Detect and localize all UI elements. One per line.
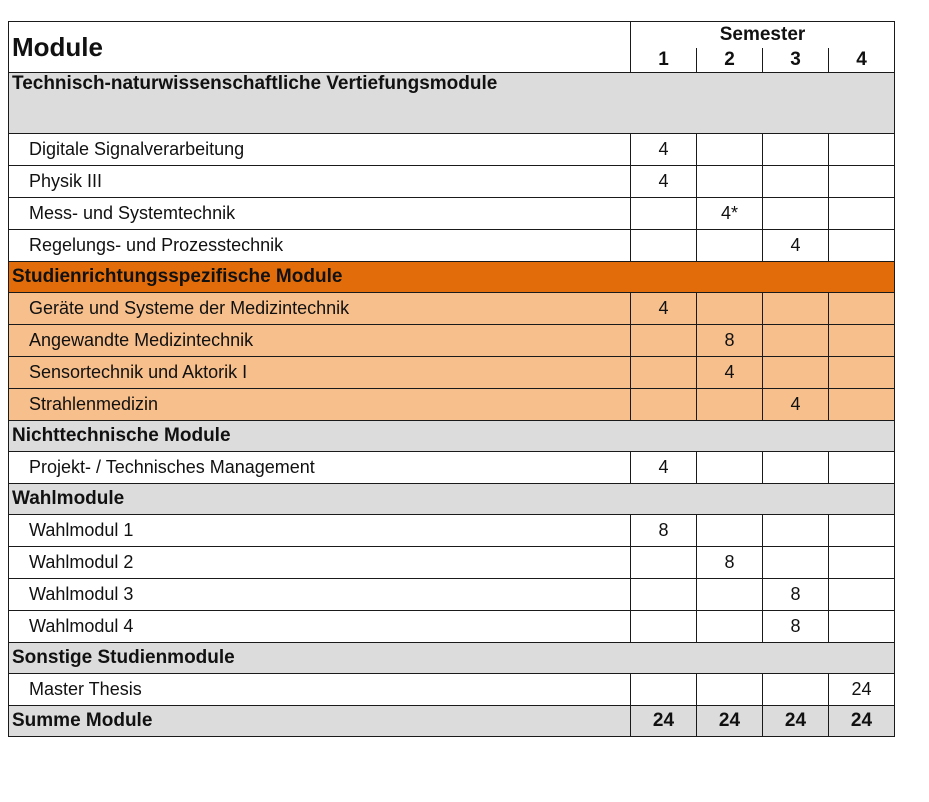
table-row bbox=[9, 230, 895, 262]
table-row bbox=[9, 389, 895, 421]
semester-3-value bbox=[763, 198, 829, 230]
semester-2-value bbox=[697, 293, 763, 325]
semester-4-value bbox=[829, 134, 895, 166]
semester-1-value bbox=[631, 357, 697, 389]
semester-3-value bbox=[763, 166, 829, 198]
module-name: Sensortechnik und Aktorik I bbox=[9, 357, 631, 389]
summary-row bbox=[9, 706, 895, 737]
summary-label: Summe Module bbox=[9, 706, 631, 737]
summary-semester-3: 24 bbox=[763, 706, 829, 737]
semester-1-value: 4 bbox=[631, 134, 697, 166]
section-title: Technisch-naturwissenschaftliche Vertiefungsmodule bbox=[9, 73, 895, 134]
module-name: Wahlmodul 1 bbox=[9, 515, 631, 547]
semester-4-value bbox=[829, 515, 895, 547]
table-row bbox=[9, 198, 895, 230]
semester-2-value bbox=[697, 674, 763, 706]
module-name: Wahlmodul 4 bbox=[9, 611, 631, 643]
semester-2-value bbox=[697, 230, 763, 262]
semester-1-value bbox=[631, 230, 697, 262]
table-row bbox=[9, 325, 895, 357]
module-name: Physik III bbox=[9, 166, 631, 198]
module-name: Mess- und Systemtechnik bbox=[9, 198, 631, 230]
summary-semester-4: 24 bbox=[829, 706, 895, 737]
semester-2-value: 8 bbox=[697, 547, 763, 579]
table-row bbox=[9, 166, 895, 198]
section-title: Sonstige Studienmodule bbox=[9, 643, 895, 674]
module-name: Digitale Signalverarbeitung bbox=[9, 134, 631, 166]
table-row bbox=[9, 293, 895, 325]
section-title: Studienrichtungsspezifische Module bbox=[9, 262, 895, 293]
table-row bbox=[9, 452, 895, 484]
table-row bbox=[9, 547, 895, 579]
semester-3-value bbox=[763, 515, 829, 547]
table-row bbox=[9, 579, 895, 611]
semester-4-value bbox=[829, 389, 895, 421]
semester-3-value: 8 bbox=[763, 611, 829, 643]
semester-4-value bbox=[829, 198, 895, 230]
section-title: Wahlmodule bbox=[9, 484, 895, 515]
table-row bbox=[9, 134, 895, 166]
module-table bbox=[8, 21, 895, 737]
semester-4-value bbox=[829, 357, 895, 389]
semester-1-header: 1 bbox=[631, 48, 697, 73]
semester-2-value bbox=[697, 579, 763, 611]
semester-4-header: 4 bbox=[829, 48, 895, 73]
table-row bbox=[9, 357, 895, 389]
semester-1-value bbox=[631, 389, 697, 421]
semester-1-value bbox=[631, 198, 697, 230]
semester-4-value bbox=[829, 547, 895, 579]
semester-2-value: 4* bbox=[697, 198, 763, 230]
table-row bbox=[9, 674, 895, 706]
module-column-header: Module bbox=[9, 22, 631, 73]
semester-2-header: 2 bbox=[697, 48, 763, 73]
semester-1-value bbox=[631, 674, 697, 706]
semester-3-value: 4 bbox=[763, 230, 829, 262]
semester-4-value bbox=[829, 325, 895, 357]
module-name: Wahlmodul 2 bbox=[9, 547, 631, 579]
module-name: Strahlenmedizin bbox=[9, 389, 631, 421]
summary-semester-1: 24 bbox=[631, 706, 697, 737]
module-name: Projekt- / Technisches Management bbox=[9, 452, 631, 484]
semester-3-value: 8 bbox=[763, 579, 829, 611]
summary-semester-2: 24 bbox=[697, 706, 763, 737]
table-row bbox=[9, 611, 895, 643]
semester-1-value: 4 bbox=[631, 166, 697, 198]
semester-2-value bbox=[697, 515, 763, 547]
semester-2-value bbox=[697, 166, 763, 198]
semester-3-value bbox=[763, 452, 829, 484]
semester-1-value: 4 bbox=[631, 452, 697, 484]
table-row bbox=[9, 515, 895, 547]
semester-4-value bbox=[829, 293, 895, 325]
module-name: Regelungs- und Prozesstechnik bbox=[9, 230, 631, 262]
section-header-row bbox=[9, 262, 895, 293]
semester-4-value bbox=[829, 611, 895, 643]
section-header-row bbox=[9, 643, 895, 674]
semester-2-value bbox=[697, 611, 763, 643]
section-header-row bbox=[9, 421, 895, 452]
module-name: Geräte und Systeme der Medizintechnik bbox=[9, 293, 631, 325]
semester-3-value bbox=[763, 325, 829, 357]
semester-2-value: 8 bbox=[697, 325, 763, 357]
semester-4-value bbox=[829, 452, 895, 484]
module-name: Angewandte Medizintechnik bbox=[9, 325, 631, 357]
semester-3-value bbox=[763, 293, 829, 325]
semester-4-value: 24 bbox=[829, 674, 895, 706]
semester-4-value bbox=[829, 230, 895, 262]
module-name: Wahlmodul 3 bbox=[9, 579, 631, 611]
semester-3-value bbox=[763, 134, 829, 166]
semester-1-value bbox=[631, 579, 697, 611]
semester-3-header: 3 bbox=[763, 48, 829, 73]
header-row-top bbox=[9, 22, 895, 49]
semester-4-value bbox=[829, 166, 895, 198]
semester-1-value: 8 bbox=[631, 515, 697, 547]
semester-3-value bbox=[763, 357, 829, 389]
semester-3-value bbox=[763, 674, 829, 706]
semester-1-value bbox=[631, 325, 697, 357]
semester-1-value: 4 bbox=[631, 293, 697, 325]
semester-2-value bbox=[697, 452, 763, 484]
section-header-row bbox=[9, 73, 895, 134]
semester-1-value bbox=[631, 611, 697, 643]
semester-3-value: 4 bbox=[763, 389, 829, 421]
semester-header: Semester bbox=[631, 22, 895, 49]
semester-2-value: 4 bbox=[697, 357, 763, 389]
semester-2-value bbox=[697, 134, 763, 166]
section-header-row bbox=[9, 484, 895, 515]
semester-1-value bbox=[631, 547, 697, 579]
semester-4-value bbox=[829, 579, 895, 611]
module-name: Master Thesis bbox=[9, 674, 631, 706]
section-title: Nichttechnische Module bbox=[9, 421, 895, 452]
semester-3-value bbox=[763, 547, 829, 579]
semester-2-value bbox=[697, 389, 763, 421]
